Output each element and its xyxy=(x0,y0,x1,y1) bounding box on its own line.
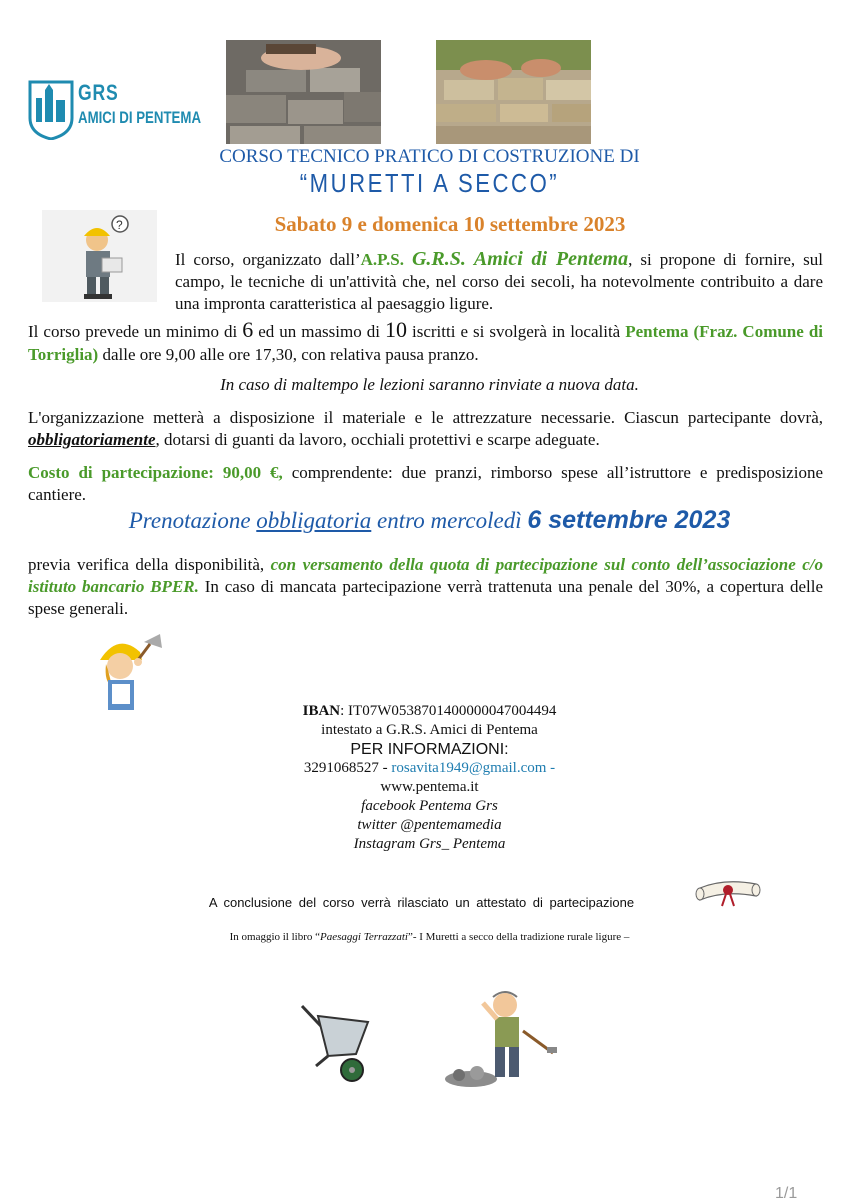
iban-line xyxy=(0,702,859,721)
tired-worker-icon xyxy=(443,987,563,1089)
logo-text-grs: GRS xyxy=(78,80,119,105)
cost-paragraph xyxy=(28,462,823,506)
payment-paragraph xyxy=(28,554,823,620)
cost-details: comprendente: due pranzi, rimborso spese all’istruttore e predisposizione cantiere. xyxy=(28,463,824,504)
stone-wall-photo-right xyxy=(436,40,591,144)
svg-text:?: ? xyxy=(116,218,123,232)
booking-date: 6 settembre 2023 xyxy=(527,506,731,534)
intro-pre-text: Il corso, organizzato dall’ xyxy=(175,250,361,269)
intro-post-text: , si propone di fornire, sul campo, le tecniche di un'attività che, nel corso dei secoli, ha notevolmente contribuito a dare una impronta caratteristica al paesaggio ligure. xyxy=(175,250,824,313)
course-mid-text: ed un massimo di xyxy=(253,322,385,341)
payment-post-text: In caso di mancata partecipazione verrà trattenuta una penale del 30%, a copertura delle spese generali. xyxy=(28,577,823,618)
iban-value: : IT07W0538701400000047004494 xyxy=(340,703,557,719)
phone-number: 3291068527 - xyxy=(303,760,392,776)
equipment-post-text: , dotarsi di guanti da lavoro, occhiali protettivi e scarpe adeguate. xyxy=(155,430,600,449)
max-participants: 10 xyxy=(384,317,407,342)
email-link[interactable]: rosavita1949@gmail.com - xyxy=(391,760,556,776)
gift-pre-text: In omaggio il libro “ xyxy=(229,931,321,943)
payment-bank-info: con versamento della quota di partecipazione sul conto dell’associazione c/o istituto bancario BPER. xyxy=(28,555,823,596)
twitter-handle: twitter @pentemamedia xyxy=(357,817,502,833)
course-post-text: dalle ore 9,00 alle ore 17,30, con relativa pausa pranzo. xyxy=(98,345,479,364)
cost-label: Costo di partecipazione: 90,00 €, xyxy=(28,463,283,482)
grs-logo xyxy=(28,78,202,142)
facebook-handle: facebook Pentema Grs xyxy=(361,798,498,814)
logo-text-amici: AMICI DI PENTEMA xyxy=(78,108,202,127)
gift-book-notice xyxy=(0,931,859,943)
equipment-pre-text: L'organizzazione metterà a disposizione il materiale e le attrezzature necessarie. Ciascun partecipante dovrà, xyxy=(28,408,823,427)
instagram-handle: Instagram Grs_ Pentema xyxy=(353,836,506,852)
info-heading: PER INFORMAZIONI: xyxy=(350,741,509,758)
account-holder: intestato a G.R.S. Amici di Pentema xyxy=(321,722,538,738)
weather-notice: In caso di maltempo le lezioni saranno rinviate a nuova data. xyxy=(220,375,639,394)
equipment-paragraph xyxy=(28,407,823,451)
booking-mandatory: obbligatoria xyxy=(256,508,372,533)
course-dates: Sabato 9 e domenica 10 settembre 2023 xyxy=(274,212,626,236)
course-pre-text: Il corso prevede un minimo di xyxy=(28,322,243,341)
phone-email-line xyxy=(0,759,859,778)
course-mid2-text: iscritti e si svolgerà in località xyxy=(406,322,626,341)
gift-post-text: ”- I Muretti a secco della tradizione rurale ligure – xyxy=(407,931,630,943)
website-link[interactable]: www.pentema.it xyxy=(380,779,479,795)
booking-mid-text: entro mercoledì xyxy=(371,508,528,533)
worker-question-icon xyxy=(42,210,157,302)
intro-paragraph xyxy=(175,248,823,315)
aps-label: A.P.S. xyxy=(360,250,404,269)
booking-deadline xyxy=(0,506,859,535)
min-participants: 6 xyxy=(242,317,254,342)
contact-block xyxy=(0,702,859,854)
booking-pre-text: Prenotazione xyxy=(128,508,257,533)
course-title: CORSO TECNICO PRATICO DI COSTRUZIONE DI xyxy=(219,146,640,167)
iban-label: IBAN xyxy=(302,703,341,719)
certificate-notice: A conclusione del corso verrà rilasciato un attestato di partecipazione xyxy=(208,895,635,910)
course-details-paragraph xyxy=(28,318,823,366)
mandatory-emphasis: obbligatoriamente xyxy=(28,430,156,449)
association-name: G.R.S. Amici di Pentema xyxy=(411,248,629,270)
wheelbarrow-icon xyxy=(294,996,374,1088)
diploma-scroll-icon xyxy=(694,876,762,910)
payment-pre-text: previa verifica della disponibilità, xyxy=(28,555,271,574)
shield-logo-icon xyxy=(28,78,74,140)
stone-wall-photo-left xyxy=(226,40,381,144)
page-number: 1/1 xyxy=(775,1185,798,1202)
course-subtitle: “MURETTI A SECCO” xyxy=(299,168,560,198)
gift-book-title: Paesaggi Terrazzati xyxy=(320,931,408,943)
course-location: Pentema (Fraz. Comune di Torriglia) xyxy=(28,322,823,364)
